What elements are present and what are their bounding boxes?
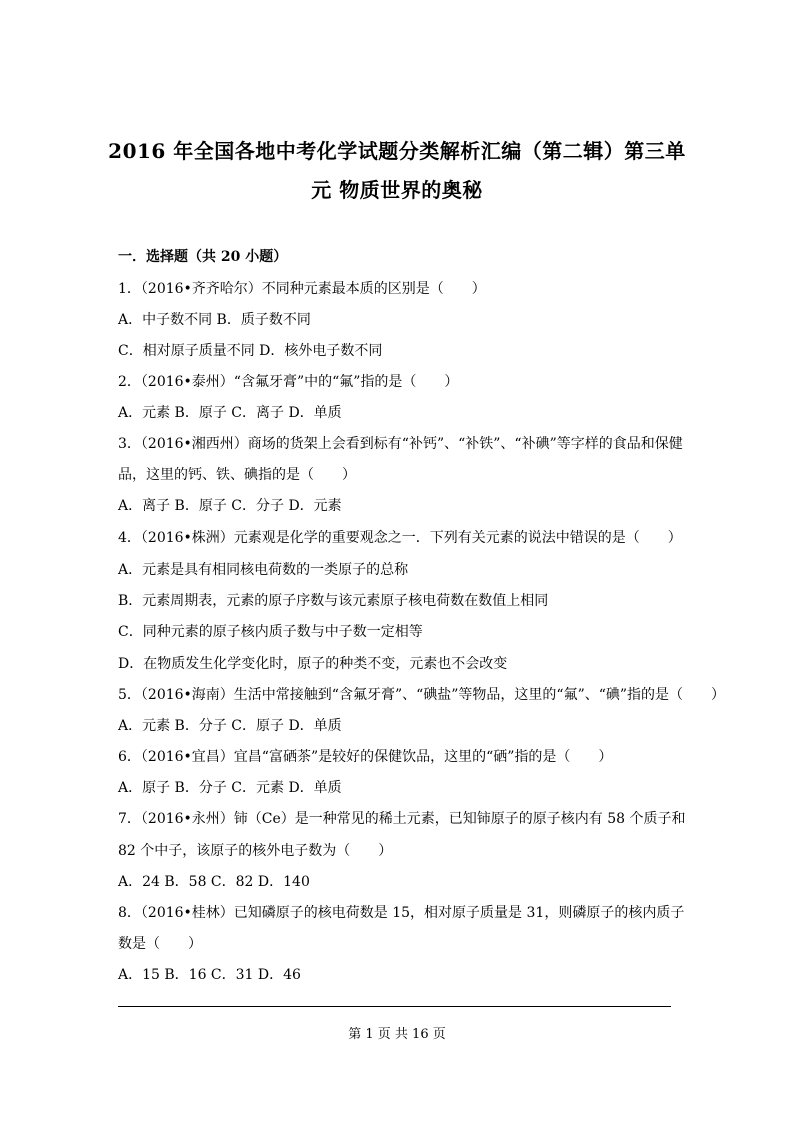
- question-3-options: A．离子 B．原子 C．分子 D．元素: [118, 498, 342, 514]
- section-heading: 一．选择题（共 20 小题）: [118, 249, 288, 265]
- question-1-stem: 1．（2016•齐齐哈尔）不同种元素最本质的区别是（ ）: [118, 281, 486, 297]
- question-3-stem-line-1: 3．（2016•湘西州）商场的货架上会看到标有“补钙”、“补铁”、“补碘”等字样的食品和保健: [118, 436, 683, 452]
- question-7-options: A．24 B．58 C．82 D．140: [118, 874, 310, 890]
- question-1-options-c-d: C．相对原子质量不同 D．核外电子数不同: [118, 343, 383, 359]
- footer-divider: [118, 1006, 671, 1007]
- question-7-stem-line-2: 82 个中子，该原子的核外电子数为（ ）: [118, 843, 393, 859]
- question-8-options: A．15 B．16 C．31 D．46: [118, 967, 301, 983]
- question-4-option-a: A．元素是具有相同核电荷数的一类原子的总称: [118, 562, 409, 578]
- question-4-option-b: B．元素周期表，元素的原子序数与该元素原子核电荷数在数值上相同: [118, 593, 549, 609]
- question-2-options: A．元素 B．原子 C．离子 D．单质: [118, 405, 342, 421]
- question-2-stem: 2．（2016•泰州）“含氟牙膏”中的“氟”指的是（ ）: [118, 374, 459, 390]
- page-title-line-2: 元 物质世界的奥秘: [311, 178, 483, 202]
- question-8-stem-line-2: 数是（ ）: [118, 936, 202, 952]
- page-number: 第 1 页 共 16 页: [348, 1027, 446, 1042]
- question-4-stem: 4．（2016•株洲）元素观是化学的重要观念之一．下列有关元素的说法中错误的是（ ）: [118, 530, 682, 546]
- page-title-line-1: 2016 年全国各地中考化学试题分类解析汇编（第二辑）第三单: [108, 139, 686, 163]
- question-5-stem: 5．（2016•海南）生活中常接触到“含氟牙膏”、“碘盐”等物品，这里的“氟”、“碘”指的是（ ）: [118, 687, 726, 703]
- question-6-options: A．原子 B．分子 C．元素 D．单质: [118, 780, 342, 796]
- question-6-stem: 6．（2016•宜昌）宜昌“富硒茶”是较好的保健饮品，这里的“硒”指的是（ ）: [118, 749, 613, 765]
- question-4-option-c: C．同种元素的原子核内质子数与中子数一定相等: [118, 624, 423, 640]
- question-1-options-a-b: A．中子数不同 B．质子数不同: [118, 312, 311, 328]
- question-4-option-d: D．在物质发生化学变化时，原子的种类不变，元素也不会改变: [118, 656, 508, 672]
- question-8-stem-line-1: 8．（2016•桂林）已知磷原子的核电荷数是 15，相对原子质量是 31，则磷原子的核内质子: [118, 905, 685, 921]
- question-7-stem-line-1: 7．（2016•永州）铈（Ce）是一种常见的稀土元素，已知铈原子的原子核内有 58 个质子和: [118, 811, 686, 827]
- question-5-options: A．元素 B．分子 C．原子 D．单质: [118, 718, 342, 734]
- question-3-stem-line-2: 品，这里的钙、铁、碘指的是（ ）: [118, 467, 356, 483]
